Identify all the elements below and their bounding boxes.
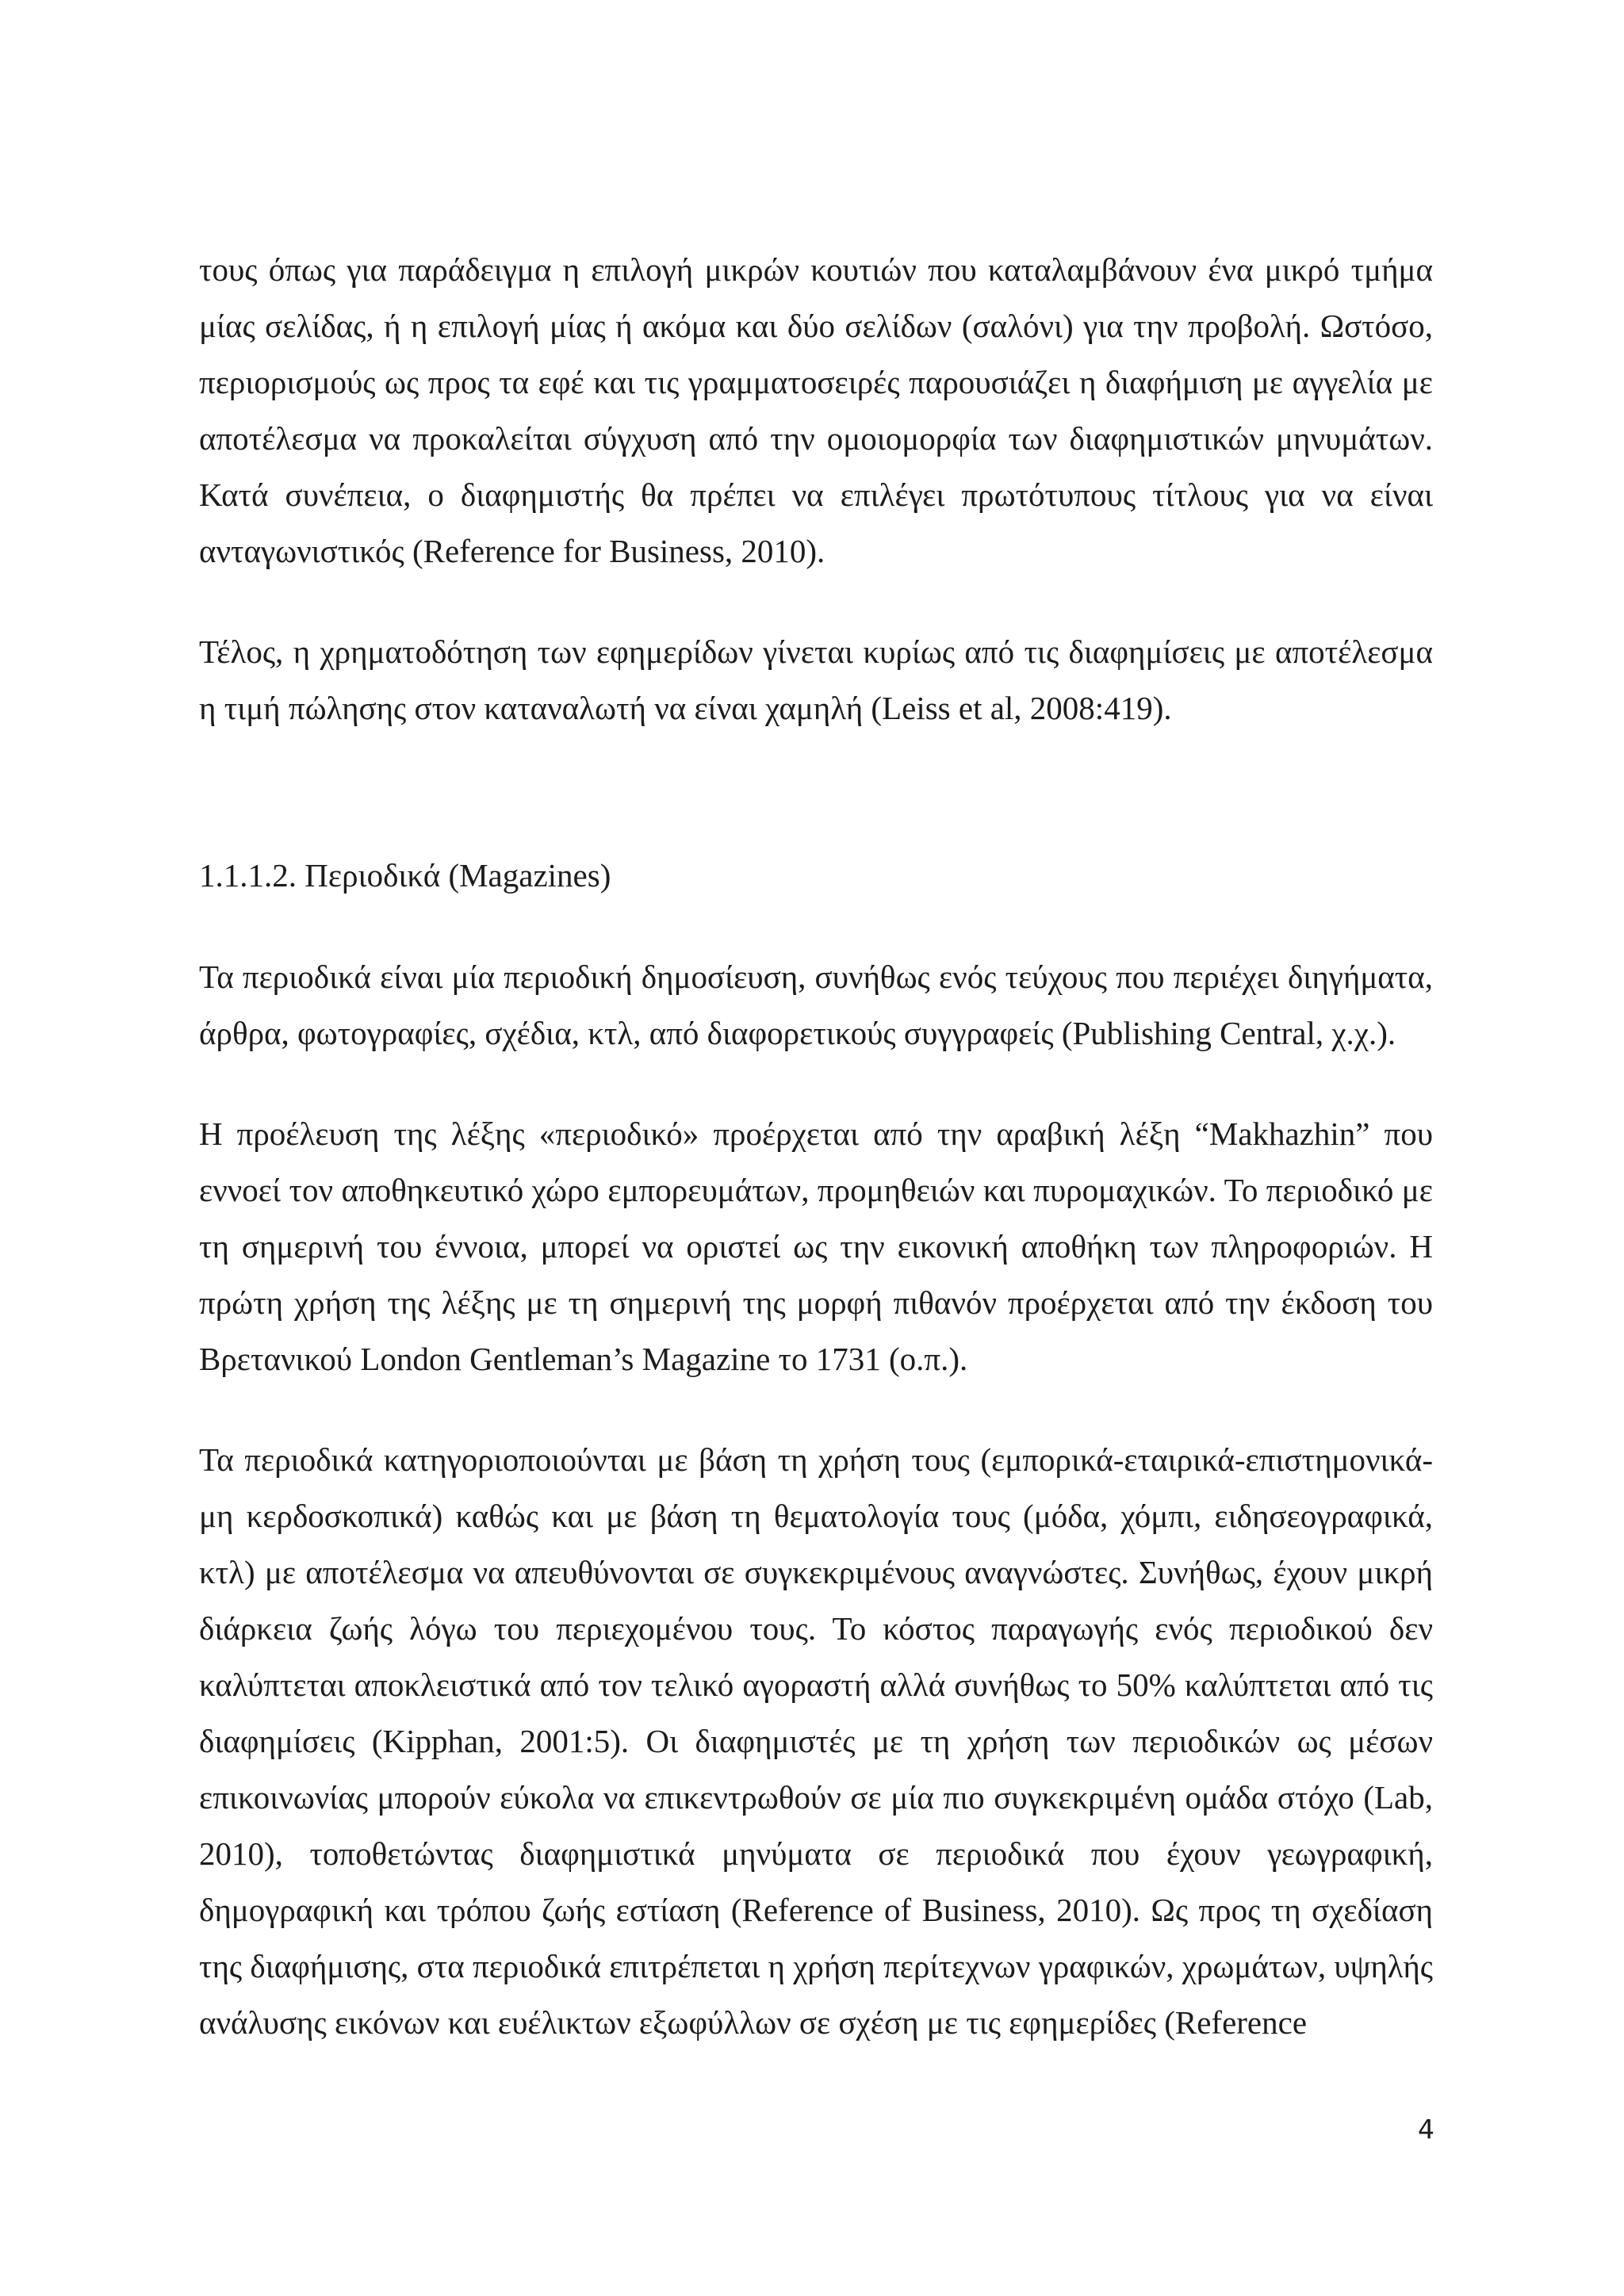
page-body <box>199 242 1433 2095</box>
body-paragraph: τους όπως για παράδειγμα η επιλογή μικρών κουτιών που καταλαμβάνουν ένα μικρό τμήμα μίας σελίδας, ή η επιλογή μίας ή ακόμα και δύο σελίδων (σαλόνι) για την προβολή. Ωστόσο, περιορισμούς ως προς τα εφέ και τις γραμματοσειρές παρουσιάζει η διαφήμιση με αγγελία με αποτέλεσμα να προκαλείται σύγχυση από την ομοιομορφία των διαφημιστικών μηνυμάτων. Κατά συνέπεια, ο διαφημιστής θα πρέπει να επιλέγει πρωτότυπους τίτλους για να είναι ανταγωνιστικός (Reference for Business, 2010). <box>199 251 1433 569</box>
section-heading: 1.1.1.2. Περιοδικά (Magazines) <box>199 857 611 894</box>
body-paragraph: Τέλος, η χρηματοδότηση των εφημερίδων γίνεται κυρίως από τις διαφημίσεις με αποτέλεσμα η τιμή πώλησης στον καταναλωτή να είναι χαμηλή (Leiss et al, 2008:419). <box>199 633 1433 726</box>
body-paragraph: Η προέλευση της λέξης «περιοδικό» προέρχεται από την αραβική λέξη “Makhazhin” που εννοεί τον αποθηκευτικό χώρο εμπορευμάτων, προμηθειών και πυρομαχικών. Το περιοδικό με τη σημερινή του έννοια, μπορεί να οριστεί ως την εικονική αποθήκη των πληροφοριών. Η πρώτη χρήση της λέξης με τη σημερινή της μορφή πιθανόν προέρχεται από την έκδοση του Βρετανικού London Gentleman’s Magazine το 1731 (ο.π.). <box>199 1115 1433 1377</box>
body-paragraph: Τα περιοδικά κατηγοριοποιούνται με βάση τη χρήση τους (εμπορικά-εταιρικά-επιστημονικά-μη κερδοσκοπικά) καθώς και με βάση τη θεματολογία τους (μόδα, χόμπι, ειδησεογραφικά, κτλ) με αποτέλεσμα να απευθύνονται σε συγκεκριμένους αναγνώστες. Συνήθως, έχουν μικρή διάρκεια ζωής λόγω του περιεχομένου τους. Το κόστος παραγωγής ενός περιοδικού δεν καλύπτεται αποκλειστικά από τον τελικό αγοραστή αλλά συνήθως το 50% καλύπτεται από τις διαφημίσεις (Kipphan, 2001:5). Οι διαφημιστές με τη χρήση των περιοδικών ως μέσων επικοινωνίας μπορούν εύκολα να επικεντρωθούν σε μία πιο συγκεκριμένη ομάδα στόχο (Lab, 2010), τοποθετώντας διαφημιστικά μηνύματα σε περιοδικά που έχουν γεωγραφική, δημογραφική και τρόπου ζωής εστίαση (Reference of Business, 2010). Ως προς τη σχεδίαση της διαφήμισης, στα περιοδικά επιτρέπεται η χρήση περίτεχνων γραφικών, χρωμάτων, υψηλής ανάλυσης εικόνων και ευέλικτων εξωφύλλων σε σχέση με τις εφημερίδες (Reference <box>199 1441 1433 2041</box>
body-paragraph: Τα περιοδικά είναι μία περιοδική δημοσίευση, συνήθως ενός τεύχους που περιέχει διηγήματα, άρθρα, φωτογραφίες, σχέδια, κτλ, από διαφορετικούς συγγραφείς (Publishing Central, χ.χ.). <box>199 959 1433 1051</box>
page-number: 4 <box>1418 2114 1434 2145</box>
